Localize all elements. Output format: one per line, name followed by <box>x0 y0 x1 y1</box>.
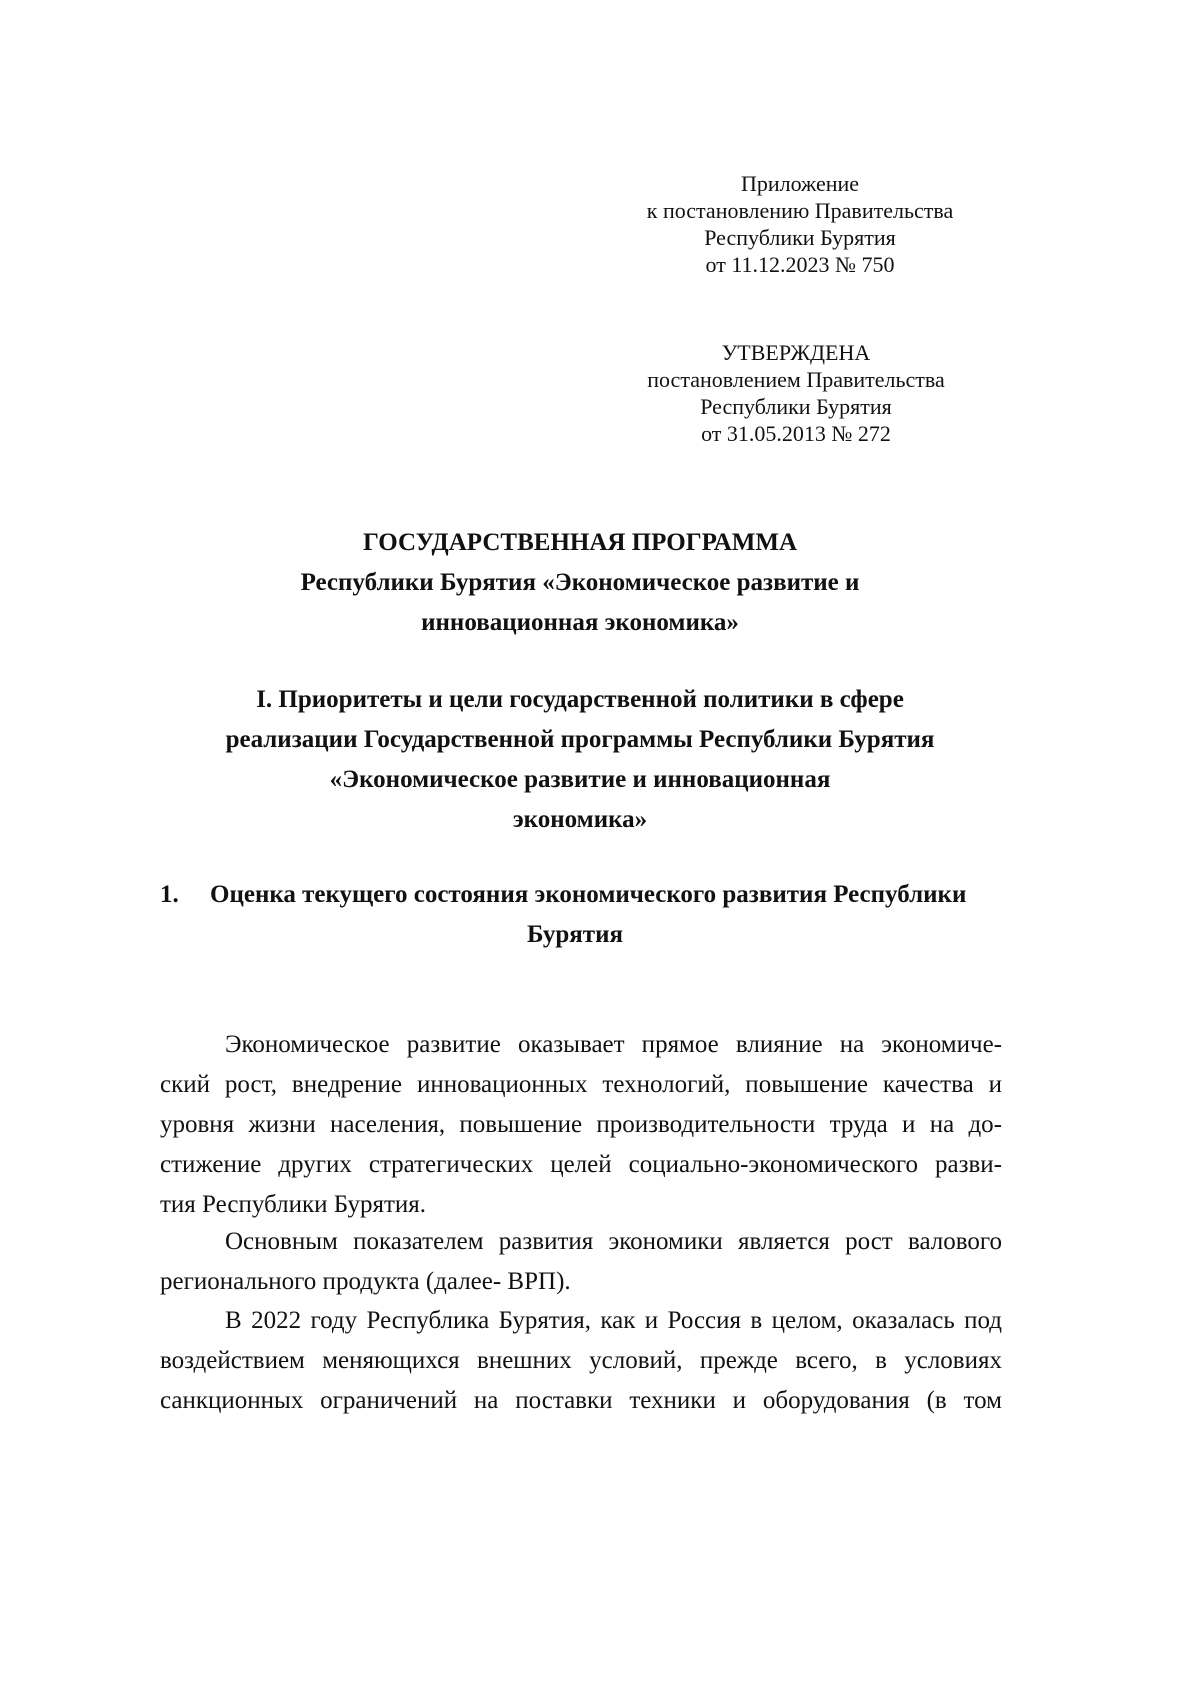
paragraph-line: Основным показателем развития экономики является рост валового <box>225 1228 1002 1255</box>
approval-line: УТВЕРЖДЕНА <box>721 340 871 365</box>
paragraph-line: регионального продукта (далее- ВРП). <box>160 1268 571 1295</box>
section-title-line: I. Приоритеты и цели государственной политики в сфере <box>256 686 904 713</box>
section-title-line: реализации Государственной программы Республики Бурятия <box>225 726 935 753</box>
paragraph-line: Экономическое развитие оказывает прямое влияние на экономиче- <box>225 1031 1002 1058</box>
section-title-line: «Экономическое развитие и инновационная <box>329 766 831 793</box>
program-title-line: Республики Бурятия «Экономическое развитие и <box>300 569 860 596</box>
appendix-line: Республики Бурятия <box>704 225 896 250</box>
paragraph <box>160 1222 1002 1302</box>
program-title-line: инновационная экономика» <box>421 609 739 636</box>
appendix-line: Приложение <box>740 171 860 196</box>
subsection-title-line: Оценка текущего состояния экономического развития Республики <box>210 881 967 908</box>
program-title-line: ГОСУДАРСТВЕННАЯ ПРОГРАММА <box>362 529 798 556</box>
subsection-title <box>210 875 1000 955</box>
appendix-stamp <box>640 170 960 278</box>
section-title-line: экономика» <box>512 806 648 833</box>
approval-date-number: от 31.05.2013 № 272 <box>701 421 891 446</box>
paragraph <box>160 1301 1002 1421</box>
paragraph-line: воздействием меняющихся внешних условий, прежде всего, в условиях <box>160 1347 1002 1374</box>
paragraph-line: ский рост, внедрение инновационных технологий, повышение качества и <box>160 1071 1002 1098</box>
program-title <box>150 523 1010 643</box>
paragraph-line: стижение других стратегических целей социально-экономического разви- <box>160 1151 1002 1178</box>
subsection-number: 1. <box>160 881 179 908</box>
paragraph-line: санкционных ограничений на поставки техники и оборудования (в том <box>160 1387 1002 1414</box>
paragraph <box>160 1025 1002 1225</box>
subsection-title-line: Бурятия <box>526 921 624 948</box>
appendix-date-number: от 11.12.2023 № 750 <box>705 252 895 277</box>
approval-stamp <box>636 339 956 447</box>
appendix-line: к постановлению Правительства <box>646 198 954 223</box>
paragraph-line: В 2022 году Республика Бурятия, как и Россия в целом, оказалась под <box>225 1307 1002 1334</box>
approval-line: Республики Бурятия <box>700 394 892 419</box>
paragraph-line: уровня жизни населения, повышение производительности труда и на до- <box>160 1111 1002 1138</box>
approval-line: постановлением Правительства <box>647 367 945 392</box>
paragraph-line: тия Республики Бурятия. <box>160 1191 427 1218</box>
section-title <box>150 680 1010 840</box>
